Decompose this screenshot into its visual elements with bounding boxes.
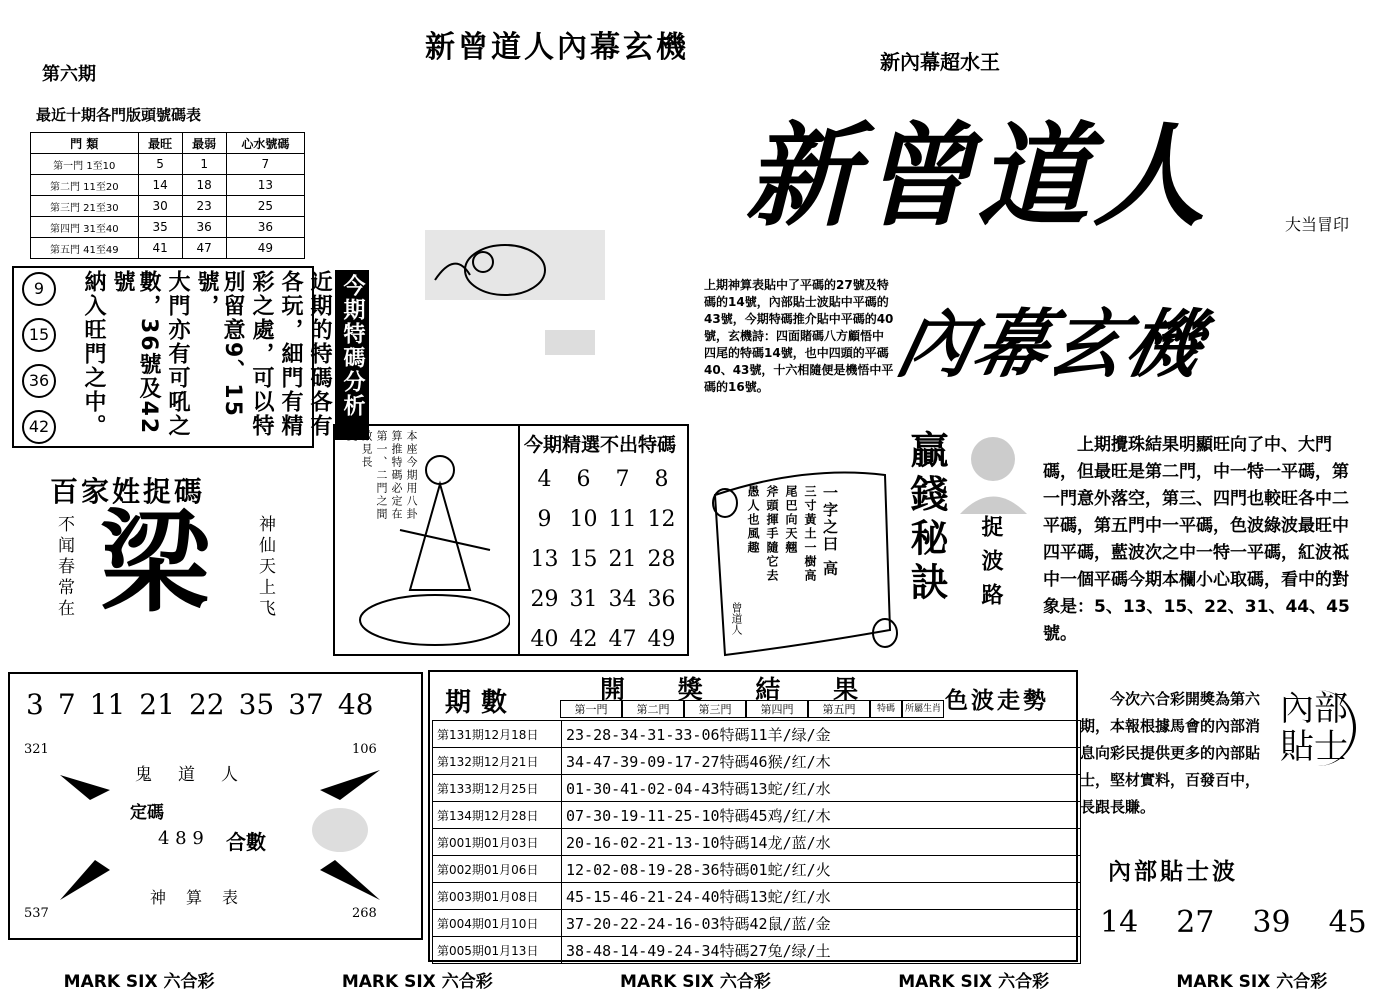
subtitle-right: 新內幕超水王	[880, 50, 1000, 74]
number-circle: 42	[22, 410, 56, 444]
scroll-text: 一字之曰 高 三寸黃土一樹高 尾巴向天翹 斧頭揮手隨它去 愚人也風趣	[746, 485, 839, 583]
not-out-number: 12	[647, 507, 676, 532]
table-row: 第三門 21至30 30 23 25	[31, 196, 305, 217]
brand-stamp: 大当冒印	[1285, 215, 1350, 234]
corner-br: 268	[352, 906, 377, 921]
corner-bl: 537	[24, 906, 49, 921]
win-secret-title: 贏錢秘訣	[904, 430, 948, 606]
not-out-number: 15	[569, 547, 598, 572]
table-row: 第004期01月10日 37-20-22-24-16-03特碼42鼠/蓝/金	[433, 910, 1081, 937]
results-table	[432, 720, 1081, 964]
calc-number: 35	[238, 688, 275, 721]
not-out-number: 42	[569, 627, 598, 652]
calc-numbers	[26, 688, 374, 721]
col-trend-header: 色波走勢	[945, 688, 1049, 714]
surname-heading: 百家姓捉碼	[50, 475, 206, 508]
calc-number: 22	[188, 688, 225, 721]
tips-number: 14	[1100, 905, 1139, 940]
sum-label: 合數	[226, 830, 266, 854]
tips-text: 今次六合彩開獎為第六期，本報根據馬會的內部消息向彩民提供更多的內部貼士，堅材實料，百發百中，長跟長賺。	[1080, 690, 1261, 816]
table-row: 第002期01月06日 12-02-08-19-28-36特碼01蛇/红/火	[433, 856, 1081, 883]
calc-footer: 神算表	[150, 888, 259, 907]
door-table-caption: 最近十期各門版頭號碼表	[36, 106, 202, 124]
page-title: 新曾道人內幕玄機	[425, 30, 689, 65]
door-table	[30, 132, 305, 259]
animal-illustration	[395, 170, 615, 370]
tips-number: 39	[1252, 905, 1291, 940]
not-out-number: 9	[537, 507, 552, 532]
scroll-signature: 曾道人	[730, 602, 743, 635]
brand-subtitle: 內幕玄機	[889, 302, 1212, 388]
not-out-grid	[525, 460, 690, 660]
not-out-number: 21	[608, 547, 637, 572]
col-min: 最弱	[182, 133, 226, 154]
table-row: 第四門 31至40 35 36 36	[31, 217, 305, 238]
table-row: 第一門 1至10 5 1 7	[31, 154, 305, 175]
not-out-number: 49	[647, 627, 676, 652]
table-row: 第001期01月03日 20-16-02-21-13-10特碼14龙/蓝/水	[433, 829, 1081, 856]
col-pick: 心水號碼	[226, 133, 304, 154]
not-out-heading: 今期精選不出特碼	[524, 434, 677, 456]
not-out-number: 40	[530, 627, 559, 652]
number-circle: 36	[22, 364, 56, 398]
table-row: 第二門 11至20 14 18 13	[31, 175, 305, 196]
calc-number: 3	[26, 688, 44, 721]
divider	[518, 426, 520, 654]
table-row: 第132期12月21日 34-47-39-09-17-27特碼46猴/红/木	[433, 748, 1081, 775]
not-out-number: 34	[608, 587, 637, 612]
calc-number: 21	[139, 688, 175, 721]
calc-number: 48	[337, 688, 374, 721]
col-door: 門 類	[31, 133, 139, 154]
not-out-number: 28	[647, 547, 676, 572]
number-circle: 15	[22, 318, 56, 352]
special-text: 今期特碼分析 近期的特碼各有 各玩，細門有精 彩之處，可以特 別留意9、15號， 大門亦有可吼之 數，36號及42號 納入旺門之中。	[80, 270, 369, 440]
not-out-number: 6	[576, 467, 591, 492]
issue-label: 第六期	[42, 64, 96, 85]
calc-number: 7	[57, 688, 76, 721]
win-secret-sub: 捉波路	[978, 515, 1003, 617]
tips-numbers	[1100, 905, 1367, 940]
immortal-verse: 本座今期用八卦 算推特碼必定在 第一、二門之間 數見長 雙	[345, 430, 418, 521]
circle-list	[22, 272, 56, 444]
table-row: 第131期12月18日 23-28-34-31-33-06特碼11羊/绿/金	[433, 721, 1081, 748]
special-heading: 今期特碼分析	[335, 270, 369, 440]
col-max: 最旺	[138, 133, 182, 154]
table-row: 第134期12月28日 07-30-19-11-25-10特碼45鸡/红/木	[433, 802, 1081, 829]
number-circle: 9	[22, 272, 56, 306]
brand-title: 新曾道人	[745, 111, 1209, 242]
not-out-number: 13	[530, 547, 559, 572]
surname-char: 梁	[100, 499, 210, 627]
not-out-number: 4	[537, 467, 552, 492]
result-sub-headers: 第一門 第二門 第三門 第四門 第五門 特碼 所屬生肖	[560, 700, 944, 718]
fixed-label: 定碼	[130, 803, 164, 823]
not-out-number: 29	[530, 587, 559, 612]
portrait-illustration	[955, 424, 1030, 514]
calc-number: 37	[288, 688, 324, 721]
calc-title: 鬼道人	[135, 765, 264, 785]
poem-right: 神仙天上飞	[255, 515, 275, 620]
calc-number: 11	[89, 688, 126, 721]
not-out-number: 10	[569, 507, 598, 532]
analysis-text: 上期攪珠結果明顯旺向了中、大門碼，但最旺是第二門，中一特一平碼，第一門意外落空，第三、四門也較旺各中二平碼，第五門中一平碼，色波綠波最旺中四平碼，藍波次之中一特一平碼，紅波祗中一個平碼今期本欄小心取碼，看中的對象是：5、13、15、22、31、44、45號。	[1043, 435, 1350, 644]
tips-wave-title: 內部貼士波	[1108, 859, 1238, 885]
corner-tl: 321	[24, 742, 49, 757]
tips-badge: 內部貼士	[1275, 690, 1356, 766]
table-row: 第005期01月13日 38-48-14-49-24-34特碼27兔/绿/土	[433, 937, 1081, 964]
not-out-number: 8	[654, 467, 669, 492]
corner-tr: 106	[352, 742, 377, 757]
not-out-number: 31	[569, 587, 598, 612]
footer-strip: MARK SIX 六合彩 MARK SIX 六合彩 MARK SIX 六合彩 MARK SIX 六合彩 MARK SIX 六合彩	[63, 971, 1328, 992]
table-row: 第133期12月25日 01-30-41-02-04-43特碼13蛇/红/水	[433, 775, 1081, 802]
col-period-header: 期數	[445, 688, 518, 718]
table-row: 第003期01月08日 45-15-46-21-24-40特碼13蛇/红/水	[433, 883, 1081, 910]
poem-left: 不闻春常在	[54, 515, 74, 620]
not-out-number: 47	[608, 627, 637, 652]
not-out-number: 36	[647, 587, 676, 612]
tips-number: 27	[1176, 905, 1215, 940]
table-row: 第五門 41至49 41 47 49	[31, 238, 305, 259]
not-out-number: 11	[608, 507, 637, 532]
sum-digits: 4 8 9	[158, 828, 204, 849]
last-issue-text: 上期神算表貼中了平碼的27號及特碼的14號，內部貼士波貼中平碼的43號，今期特碼推介貼中平碼的40號，玄機詩：四面賭碼八方顧悟中四尾的特碼14號，也中四頭的平碼40、43號，十六相隨便是機悟中平碼的16號。	[704, 278, 894, 394]
not-out-number: 7	[615, 467, 630, 492]
tips-number: 45	[1328, 905, 1367, 940]
col-results-header: 開 獎 結 果	[600, 675, 881, 704]
